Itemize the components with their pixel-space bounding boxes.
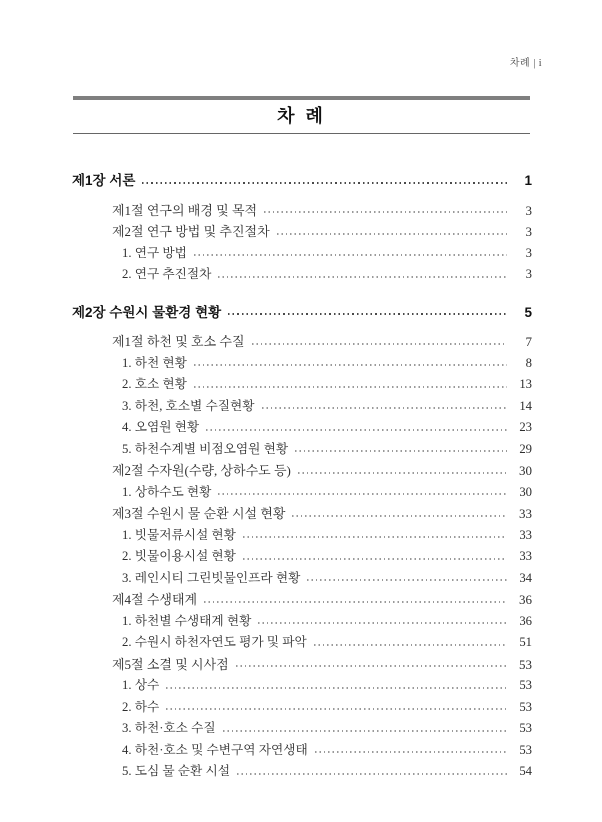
dot-leader [264, 211, 507, 213]
toc-entry-page: 23 [519, 420, 532, 434]
title-block [73, 96, 530, 134]
toc-entry-label: 4. 오염원 현황 [122, 420, 200, 434]
dot-leader [236, 665, 507, 667]
toc-entry-page: 3 [525, 224, 532, 239]
dot-leader [262, 407, 507, 409]
dot-leader [194, 254, 507, 256]
toc-entry-label: 제1절 연구의 배경 및 목적 [112, 202, 258, 218]
toc-entry-page: 36 [519, 613, 532, 628]
dot-leader [292, 515, 507, 517]
toc-entry [72, 243, 532, 265]
dot-leader [243, 558, 507, 560]
dot-leader [206, 429, 507, 431]
toc-entry [72, 302, 532, 324]
toc-entry [72, 221, 532, 243]
toc-entry [72, 589, 532, 611]
toc-entry [72, 170, 532, 192]
toc-entry [72, 503, 532, 525]
toc-entry-page: 54 [519, 764, 532, 778]
toc-entry-page: 3 [525, 245, 532, 260]
dot-leader [295, 450, 507, 452]
toc-entry-page: 30 [519, 484, 532, 499]
toc-entry-label: 3. 하천, 호소별 수질현황 [122, 398, 255, 413]
toc-entry [72, 353, 532, 375]
toc-entry [72, 482, 532, 504]
toc-entry-label: 2. 연구 추진절차 [122, 267, 212, 281]
toc-entry-label: 제1절 하천 및 호소 수질 [112, 334, 245, 349]
toc-entry [72, 264, 532, 286]
toc-entry-page: 7 [525, 334, 532, 349]
dot-leader [218, 276, 507, 278]
toc-entry-page: 3 [525, 202, 532, 218]
toc-entry [72, 374, 532, 396]
toc-entry-label: 제2절 연구 방법 및 추진절차 [112, 224, 270, 239]
toc-entry-label: 3. 하천·호소 수질 [122, 721, 216, 735]
dot-leader [228, 313, 507, 315]
toc-entry-page: 33 [519, 506, 532, 521]
dot-leader [243, 536, 507, 538]
toc-entry-page: 29 [519, 441, 532, 456]
dot-leader [298, 472, 507, 474]
toc-entry-page: 3 [525, 267, 532, 281]
toc-entry-label: 제3절 수원시 물 순환 시설 현황 [112, 506, 286, 521]
toc-entry-page: 51 [519, 635, 532, 649]
toc-entry-label: 2. 하수 [122, 699, 160, 714]
toc-entry [72, 740, 532, 762]
toc-entry-label: 1. 하천 현황 [122, 355, 187, 370]
toc-entry [72, 697, 532, 719]
dot-leader [277, 233, 507, 235]
dot-leader [307, 579, 507, 581]
toc-entry-label: 제5절 소결 및 시사점 [112, 656, 229, 672]
toc-entry [72, 568, 532, 590]
toc-entry [72, 718, 532, 740]
toc-entry [72, 632, 532, 654]
dot-leader [194, 364, 507, 366]
toc-entry-label: 2. 빗물이용시설 현황 [122, 549, 236, 563]
toc-entry-label: 3. 레인시티 그린빗물인프라 현황 [122, 570, 301, 585]
toc-entry [72, 439, 532, 461]
toc-entry [72, 675, 532, 697]
toc-entry-label: 제1장 서론 [72, 173, 136, 188]
dot-leader [166, 708, 507, 710]
toc-entry-label: 1. 상하수도 현황 [122, 484, 212, 499]
dot-leader [142, 182, 507, 184]
toc-entry-label: 제2장 수원시 물환경 현황 [72, 304, 222, 320]
toc-entry-page: 53 [519, 678, 532, 692]
table-of-contents [72, 170, 532, 783]
toc-entry [72, 525, 532, 547]
toc-entry [72, 546, 532, 568]
toc-entry-page: 13 [519, 377, 532, 391]
toc-entry-page: 53 [519, 699, 532, 714]
toc-entry-page: 53 [519, 656, 532, 672]
running-header: 차례 | i [509, 58, 542, 69]
toc-entry [72, 396, 532, 418]
toc-entry-label: 제4절 수생태계 [112, 592, 198, 607]
toc-entry-page: 36 [519, 592, 532, 607]
toc-entry-label: 5. 하천수계별 비점오염원 현황 [122, 441, 289, 456]
toc-entry [72, 331, 532, 353]
toc-entry-page: 53 [519, 742, 532, 757]
toc-entry-label: 1. 연구 방법 [122, 245, 187, 260]
title-rule-bottom [73, 133, 530, 134]
toc-entry-page: 8 [525, 355, 532, 370]
toc-entry-label: 1. 빗물저류시설 현황 [122, 527, 236, 542]
toc-entry [72, 654, 532, 676]
toc-entry-page: 33 [519, 527, 532, 542]
toc-entry [72, 460, 532, 482]
toc-entry-label: 1. 하천별 수생태계 현황 [122, 613, 252, 628]
dot-leader [166, 687, 507, 689]
toc-entry-label: 1. 상수 [122, 678, 160, 692]
page-title: 차 례 [277, 106, 326, 126]
toc-entry [72, 611, 532, 633]
toc-entry-label: 2. 수원시 하천자연도 평가 및 파악 [122, 635, 307, 649]
dot-leader [252, 343, 507, 345]
dot-leader [258, 622, 507, 624]
dot-leader [237, 773, 507, 775]
toc-entry-page: 30 [519, 463, 532, 478]
toc-entry-page: 1 [524, 173, 532, 188]
dot-leader [314, 644, 507, 646]
toc-entry-page: 33 [519, 549, 532, 563]
dot-leader [223, 730, 507, 732]
toc-entry [72, 200, 532, 222]
toc-entry-label: 5. 도심 물 순환 시설 [122, 764, 230, 778]
dot-leader [194, 386, 507, 388]
toc-entry-label: 제2절 수자원(수량, 상하수도 등) [112, 463, 291, 478]
dot-leader [204, 601, 507, 603]
dot-leader [315, 751, 507, 753]
toc-entry [72, 417, 532, 439]
toc-entry-page: 53 [519, 721, 532, 735]
toc-entry-label: 4. 하천·호소 및 수변구역 자연생태 [122, 742, 308, 757]
toc-entry-page: 14 [519, 398, 532, 413]
toc-entry-page: 34 [519, 570, 532, 585]
dot-leader [218, 493, 507, 495]
toc-entry-label: 2. 호소 현황 [122, 377, 187, 391]
toc-entry-page: 5 [524, 304, 532, 320]
toc-entry [72, 761, 532, 783]
